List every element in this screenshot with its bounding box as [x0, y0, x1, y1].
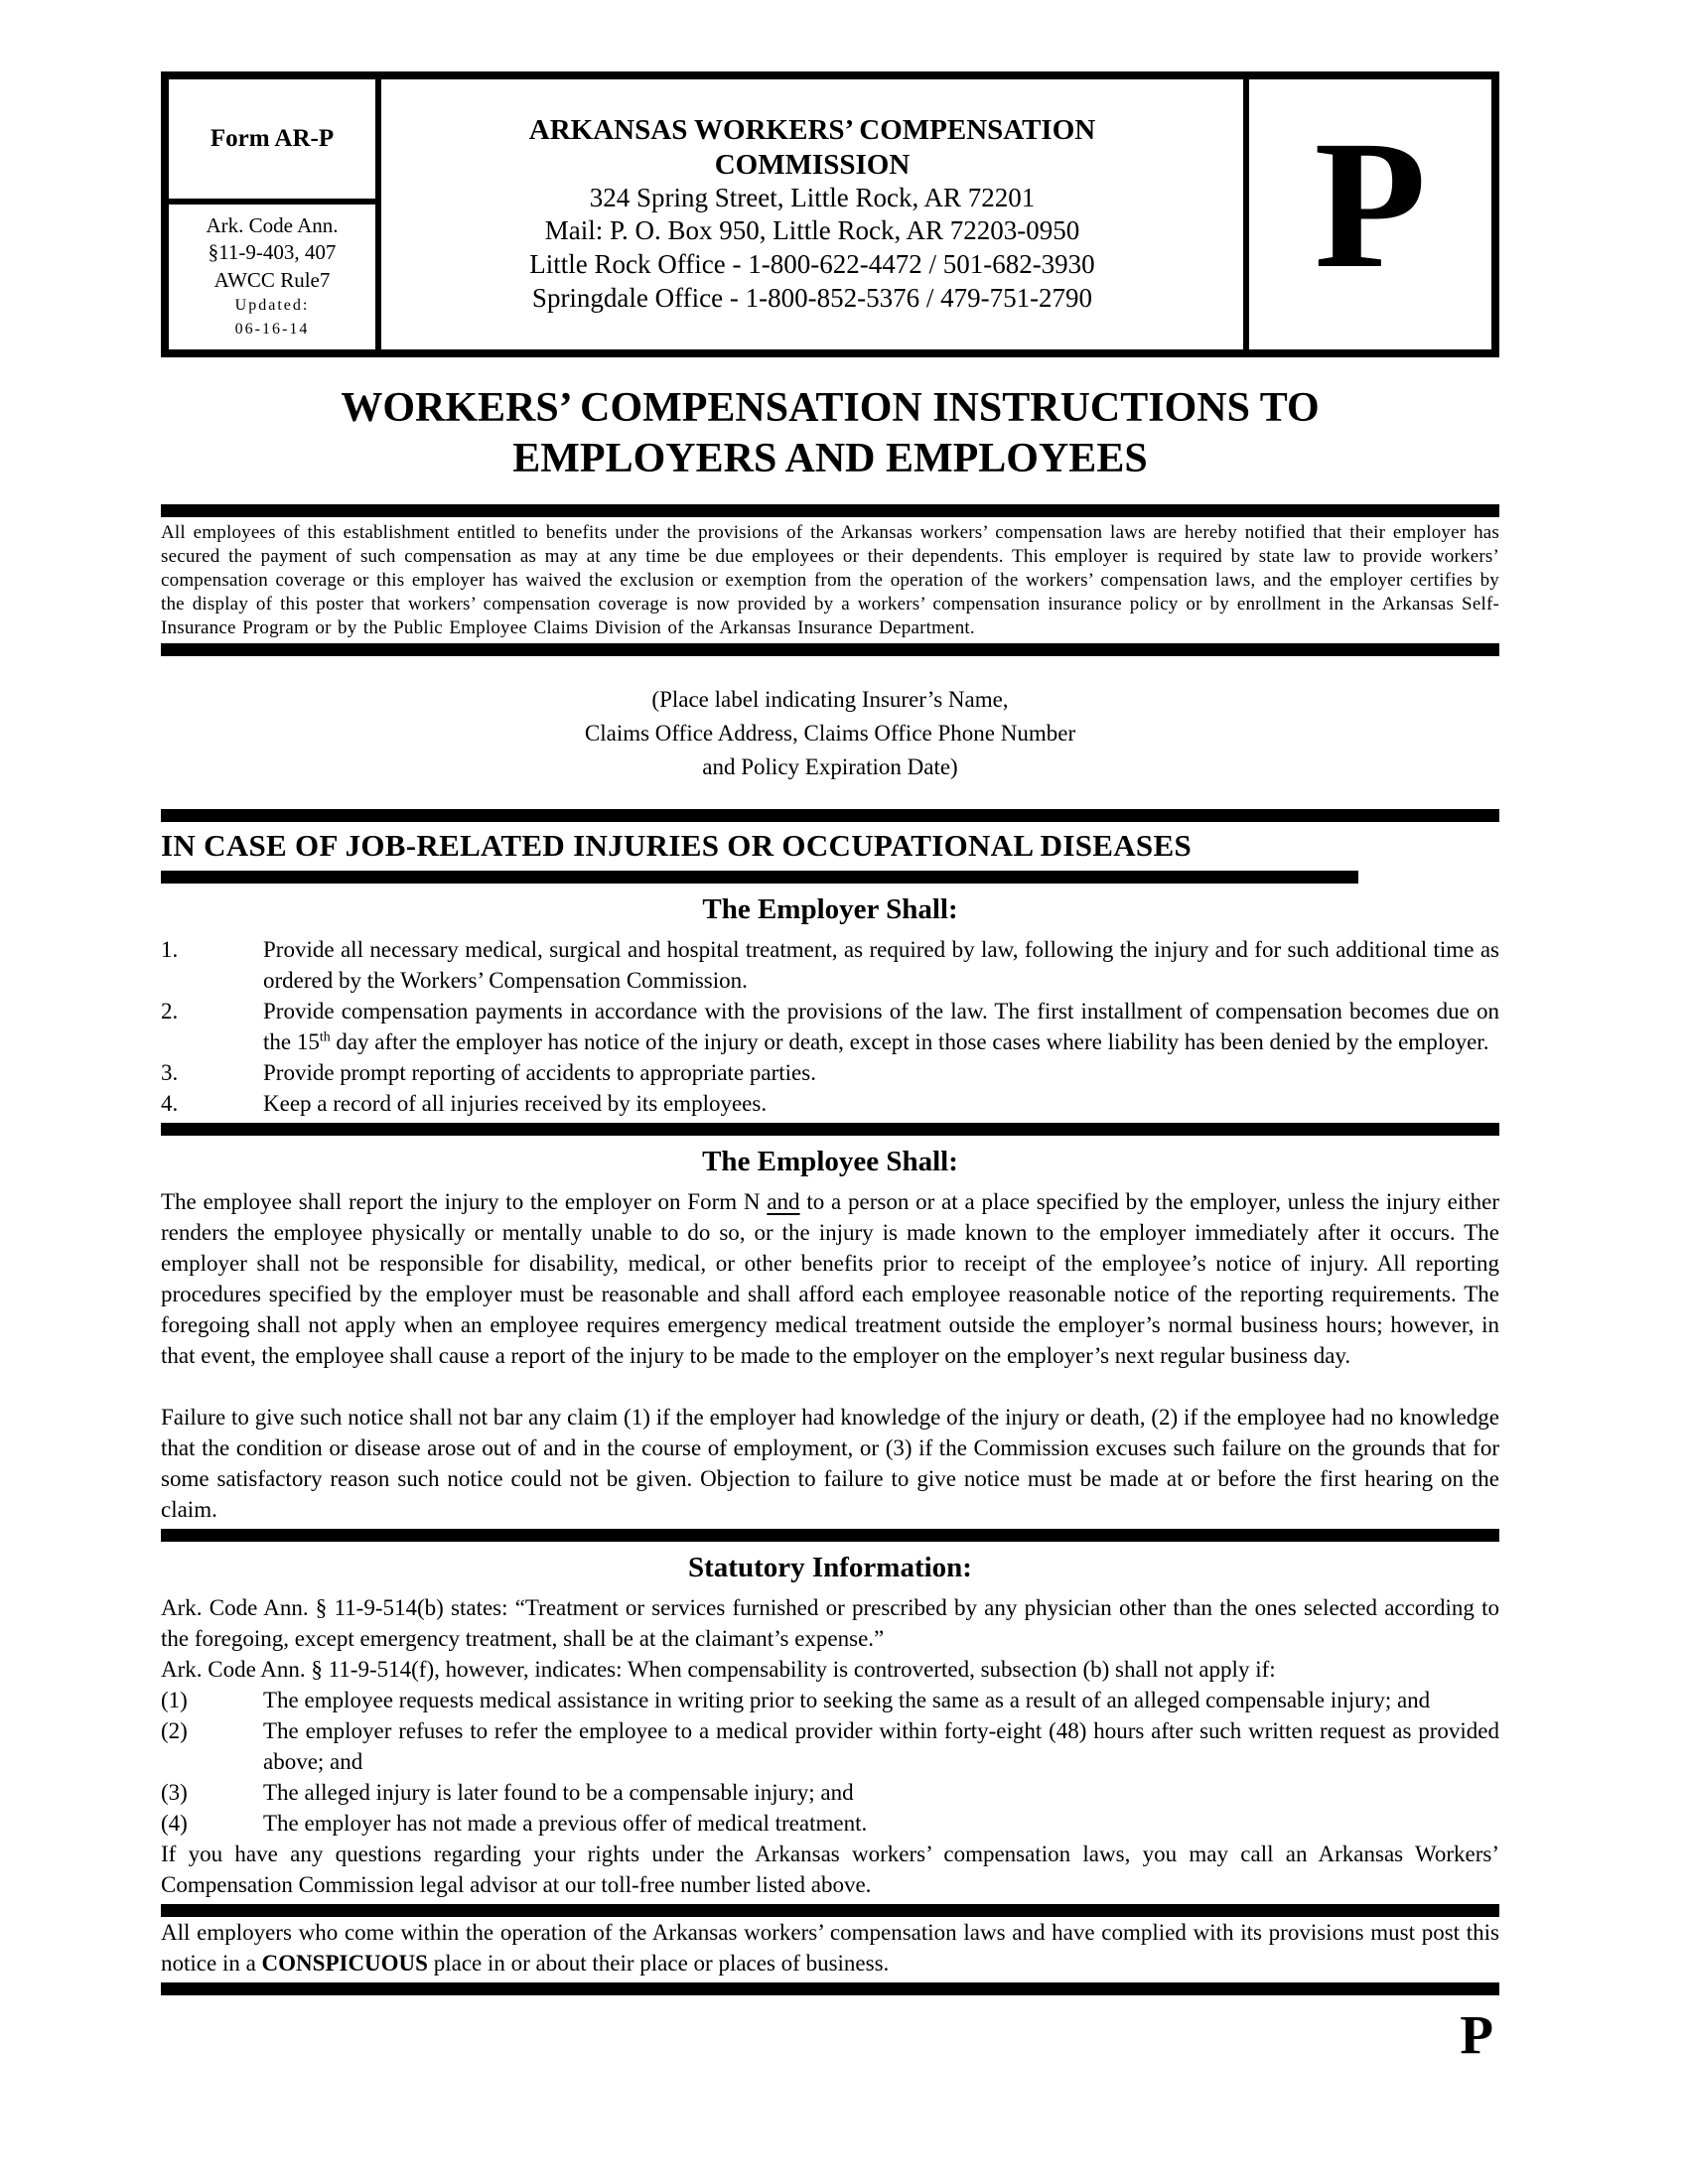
- insurer-label-line3: and Policy Expiration Date): [702, 754, 958, 780]
- list-item-text: The employer has not made a previous offer of medical treatment.: [263, 1810, 868, 1836]
- statute-reference-line1: Ark. Code Ann.: [206, 213, 339, 238]
- employer-duties-list: [161, 934, 1499, 1119]
- list-item-number: 1.: [161, 937, 179, 963]
- list-item: [161, 996, 1499, 1057]
- list-item-number: 3.: [161, 1060, 179, 1086]
- divider-rule: [161, 1982, 1499, 1995]
- divider-rule: [161, 504, 1499, 517]
- form-header-table: [161, 71, 1499, 357]
- street-address: 324 Spring Street, Little Rock, AR 72201: [589, 182, 1036, 212]
- coverage-notice-paragraph: All employees of this establishment entitled to benefits under the provisions of the Arkansas workers’ compensation laws are hereby notified that their employer has secured the payment of such compensation as may at any time be due employees or their dependents. This employer is required by state law to provide workers’ compensation coverage or this employer has waived the exclusion or exemption from the operation of the workers’ compensation laws, and the employer certifies by the display of this poster that workers’ compensation coverage is now provided by a workers’ compensation insurance policy or by enrollment in the Arkansas Self-Insurance Program or by the Public Employee Claims Division of the Arkansas Insurance Department.: [161, 522, 1499, 639]
- employee-shall-heading: The Employee Shall:: [702, 1146, 958, 1178]
- underlined-word: and: [767, 1188, 800, 1214]
- list-item-number: (1): [161, 1687, 188, 1712]
- insurer-label-placeholder: [161, 683, 1499, 784]
- list-item-text-post: day after the employer has notice of the injury or death, except in those cases where liability has been denied by the employer.: [330, 1029, 1489, 1055]
- list-item-text: Provide all necessary medical, surgical and hospital treatment, as required by law, following the injury and for such additional time as ordered by the Workers’ Compensation Commission.: [263, 937, 1499, 994]
- ordinal-superscript: th: [319, 1028, 331, 1044]
- form-header-left-column: [169, 79, 381, 349]
- insurer-label-line2: Claims Office Address, Claims Office Phone Number: [584, 721, 1076, 747]
- updated-label: Updated:: [234, 296, 310, 314]
- list-item-text: The employer refuses to refer the employee to a medical provider within forty-eight (48) hours after such written request as provided above; and: [263, 1717, 1499, 1774]
- list-item-number: (3): [161, 1779, 188, 1805]
- poster-letter-cell: [1243, 79, 1491, 349]
- form-number-label: Form AR-P: [210, 125, 335, 152]
- notice-failure-paragraph: Failure to give such notice shall not bar any claim (1) if the employer had knowledge of the injury or death, (2) if the employee had no knowledge that the condition or disease arose out of and in the course of employment, or (3) if the Commission excuses such failure on the grounds that for some satisfactory reason such notice could not be given. Objection to failure to give notice must be made at or before the first hearing on the claim.: [161, 1404, 1499, 1522]
- list-item-text-pre: Provide compensation payments in accordance with the provisions of the law. The first installment of compensation becomes due on the 15: [263, 999, 1499, 1055]
- list-item-text: [263, 996, 1499, 1057]
- statute-reference-line2: §11-9-403, 407: [208, 240, 337, 265]
- list-item: [161, 934, 1499, 996]
- list-item-text: Keep a record of all injuries received by its employees.: [263, 1091, 768, 1117]
- list-item: [161, 1088, 1499, 1119]
- posting-requirement-paragraph: [161, 1917, 1499, 1979]
- questions-contact-paragraph: If you have any questions regarding your rights under the Arkansas workers’ compensation laws, you may call an Arkansas Workers’ Compensation Commission legal advisor at our toll-free number listed above.: [161, 1841, 1499, 1897]
- list-item-text: The employee requests medical assistance in writing prior to seeking the same as a result of an alleged compensable injury; and: [263, 1687, 1431, 1712]
- employee-paragraph-post: to a person or at a place specified by the employer, unless the injury either renders the employee physically or mentally unable to do so, or the injury is made known to the employer immediately after it occurs. The employer shall not be responsible for disability, medical, or other benefits prior to receipt of the employee’s notice of injury. All reporting procedures specified by the employer must be reasonable and shall afford each employee reasonable notice of the reporting requirements. The foregoing shall not apply when an employee requires emergency medical treatment outside the employer’s normal business hours; however, in that event, the employee shall cause a report of the injury to be made to the employer on the employer’s next regular business day.: [161, 1188, 1500, 1368]
- document-title-line1: WORKERS’ COMPENSATION INSTRUCTIONS TO: [341, 385, 1320, 431]
- posting-requirement-post: place in or about their place or places of business.: [427, 1950, 890, 1976]
- page-letter-mark: P: [1460, 2003, 1493, 2065]
- list-item-number: (4): [161, 1810, 188, 1836]
- list-item-number: 4.: [161, 1091, 179, 1117]
- statutory-information-heading: Statutory Information:: [688, 1551, 972, 1583]
- list-item: [161, 1777, 1499, 1808]
- divider-rule: [161, 1123, 1499, 1136]
- statutory-conditions-list: [161, 1685, 1499, 1839]
- document-title-line2: EMPLOYERS AND EMPLOYEES: [512, 436, 1148, 482]
- employee-duties-paragraph: [161, 1186, 1499, 1371]
- section-heading-injuries: IN CASE OF JOB-RELATED INJURIES OR OCCUPATIONAL DISEASES: [161, 828, 1192, 864]
- list-item: [161, 1715, 1499, 1777]
- form-number-cell: [169, 79, 375, 205]
- mailing-address: Mail: P. O. Box 950, Little Rock, AR 72203-0950: [544, 215, 1080, 246]
- divider-rule: [161, 643, 1499, 656]
- commission-name-line2: COMMISSION: [714, 148, 911, 181]
- divider-rule: [161, 1904, 1499, 1917]
- poster-letter-mark: P: [1314, 102, 1427, 307]
- list-item-number: (2): [161, 1717, 188, 1743]
- statute-514b-paragraph: Ark. Code Ann. § 11-9-514(b) states: “Treatment or services furnished or prescribed by any physician other than the ones selected according to the foregoing, except emergency treatment, shall be at the claimant’s expense.”: [161, 1594, 1499, 1651]
- statute-514f-paragraph: Ark. Code Ann. § 11-9-514(f), however, indicates: When compensability is controverted, subsection (b) shall not apply if:: [161, 1656, 1276, 1682]
- springdale-office-phone: Springdale Office - 1-800-852-5376 / 479-751-2790: [531, 282, 1093, 313]
- employee-paragraph-pre: The employee shall report the injury to the employer on Form N: [161, 1188, 768, 1214]
- list-item: [161, 1685, 1499, 1715]
- heading-underline-rule: [161, 871, 1358, 884]
- little-rock-office-phone: Little Rock Office - 1-800-622-4472 / 501-682-3930: [529, 249, 1095, 280]
- statute-reference-line3: AWCC Rule7: [213, 267, 331, 292]
- list-item-text: Provide prompt reporting of accidents to appropriate parties.: [263, 1060, 816, 1086]
- divider-rule: [161, 1529, 1499, 1542]
- employer-shall-heading: The Employer Shall:: [702, 893, 958, 926]
- list-item-text: The alleged injury is later found to be a compensable injury; and: [263, 1779, 854, 1805]
- statute-reference-cell: [169, 205, 375, 349]
- divider-rule: [161, 809, 1499, 822]
- commission-address-block: [381, 79, 1243, 349]
- posting-requirement-pre: All employers who come within the operation of the Arkansas workers’ compensation laws and have complied with its provisions must post this notice in a: [161, 1919, 1499, 1976]
- list-item: [161, 1057, 1499, 1088]
- document-title: [161, 383, 1499, 484]
- commission-name-line1: ARKANSAS WORKERS’ COMPENSATION: [528, 114, 1096, 147]
- insurer-label-line1: (Place label indicating Insurer’s Name,: [651, 687, 1009, 713]
- conspicuous-word: CONSPICUOUS: [261, 1950, 428, 1976]
- list-item: [161, 1808, 1499, 1839]
- updated-date: 06-16-14: [234, 320, 310, 338]
- list-item-number: 2.: [161, 999, 179, 1024]
